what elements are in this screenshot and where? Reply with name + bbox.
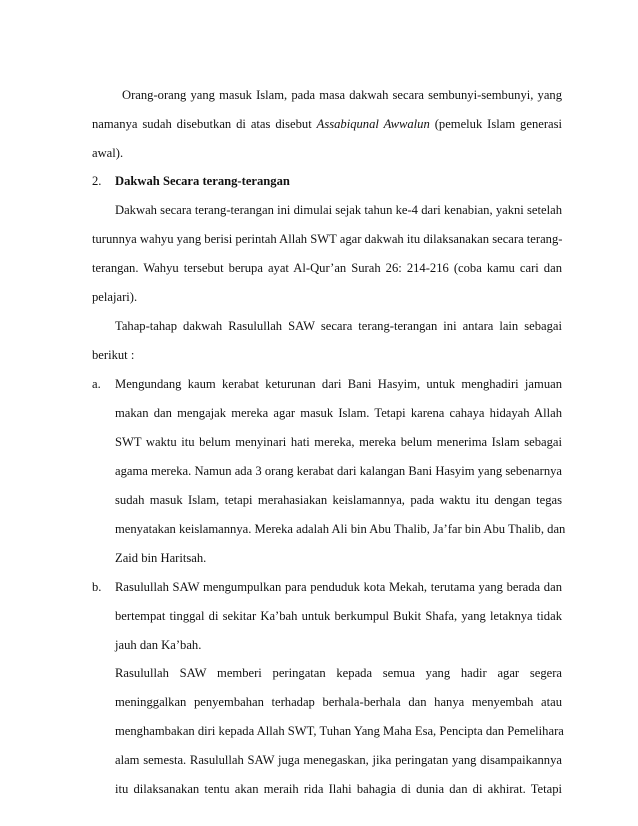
intro-line-1: Orang-orang yang masuk Islam, pada masa dakwah secara sembunyi-sembunyi, yang	[122, 88, 562, 102]
item-b-line-1: Rasulullah SAW mengumpulkan para penduduk kota Mekah, terutama yang berada dan	[115, 580, 562, 594]
item-b-line-3: jauh dan Ka’bah.	[115, 638, 202, 652]
item-a-line-3: SWT waktu itu belum menyinari hati mereka, mereka belum menerima Islam sebagai	[115, 435, 562, 449]
item-b-line-8: itu dilaksanakan tentu akan meraih rida Ilahi bahagia di dunia dan di akhirat. Tetapi	[115, 782, 562, 796]
intro-line-2	[92, 116, 562, 132]
intro-term-italic: Assabiqunal Awwalun	[316, 117, 430, 131]
item-a-line-1: Mengundang kaum kerabat keturunan dari Bani Hasyim, untuk menghadiri jamuan	[115, 377, 562, 391]
item-a-line-6: menyatakan keislamannya. Mereka adalah Ali bin Abu Thalib, Ja’far bin Abu Thalib, dan	[115, 522, 566, 536]
para2a-line-1: Dakwah secara terang-terangan ini dimulai sejak tahun ke-4 dari kenabian, yakni setelah	[115, 203, 562, 217]
item-b-marker: b.	[92, 580, 102, 594]
intro-line-3: awal).	[92, 146, 124, 160]
item-a-line-5: sudah masuk Islam, tetapi merahasiakan keislamannya, pada waktu itu dengan tegas	[115, 493, 562, 507]
item-a-line-2: makan dan mengajak mereka agar masuk Islam. Tetapi karena cahaya hidayah Allah	[115, 406, 562, 420]
section-number: 2.	[92, 174, 102, 188]
item-b-line-5: meninggalkan penyembahan terhadap berhala-berhala dan hanya menyembah atau	[115, 695, 562, 709]
item-a-marker: a.	[92, 377, 101, 391]
para2a-line-4: pelajari).	[92, 290, 138, 304]
item-a-line-4: agama mereka. Namun ada 3 orang kerabat dari kalangan Bani Hasyim yang sebenarnya	[115, 464, 562, 478]
item-a-line-7: Zaid bin Haritsah.	[115, 551, 207, 565]
item-b-line-7: alam semesta. Rasulullah SAW juga menegaskan, jika peringatan yang disampaikannya	[115, 753, 562, 767]
section-title: Dakwah Secara terang-terangan	[115, 174, 290, 188]
item-b-line-4: Rasulullah SAW memberi peringatan kepada semua yang hadir agar segera	[115, 666, 562, 680]
item-b-line-6: menghambakan diri kepada Allah SWT, Tuhan Yang Maha Esa, Pencipta dan Pemelihara	[115, 724, 564, 738]
para2b-line-2: berikut :	[92, 348, 135, 362]
intro-line-2-start: namanya sudah disebutkan di atas disebut	[92, 117, 312, 131]
item-b-line-2: bertempat tinggal di sekitar Ka’bah untuk berkumpul Bukit Shafa, yang letaknya tidak	[115, 609, 562, 623]
intro-line-2-end: (pemeluk Islam generasi	[434, 117, 563, 131]
para2a-line-2: turunnya wahyu yang berisi perintah Allah SWT agar dakwah itu dilaksanakan secara terang-	[92, 232, 563, 246]
para2b-line-1: Tahap-tahap dakwah Rasulullah SAW secara terang-terangan ini antara lain sebagai	[115, 319, 562, 333]
para2a-line-3: terangan. Wahyu tersebut berupa ayat Al-Qur’an Surah 26: 214-216 (coba kamu cari dan	[92, 261, 562, 275]
